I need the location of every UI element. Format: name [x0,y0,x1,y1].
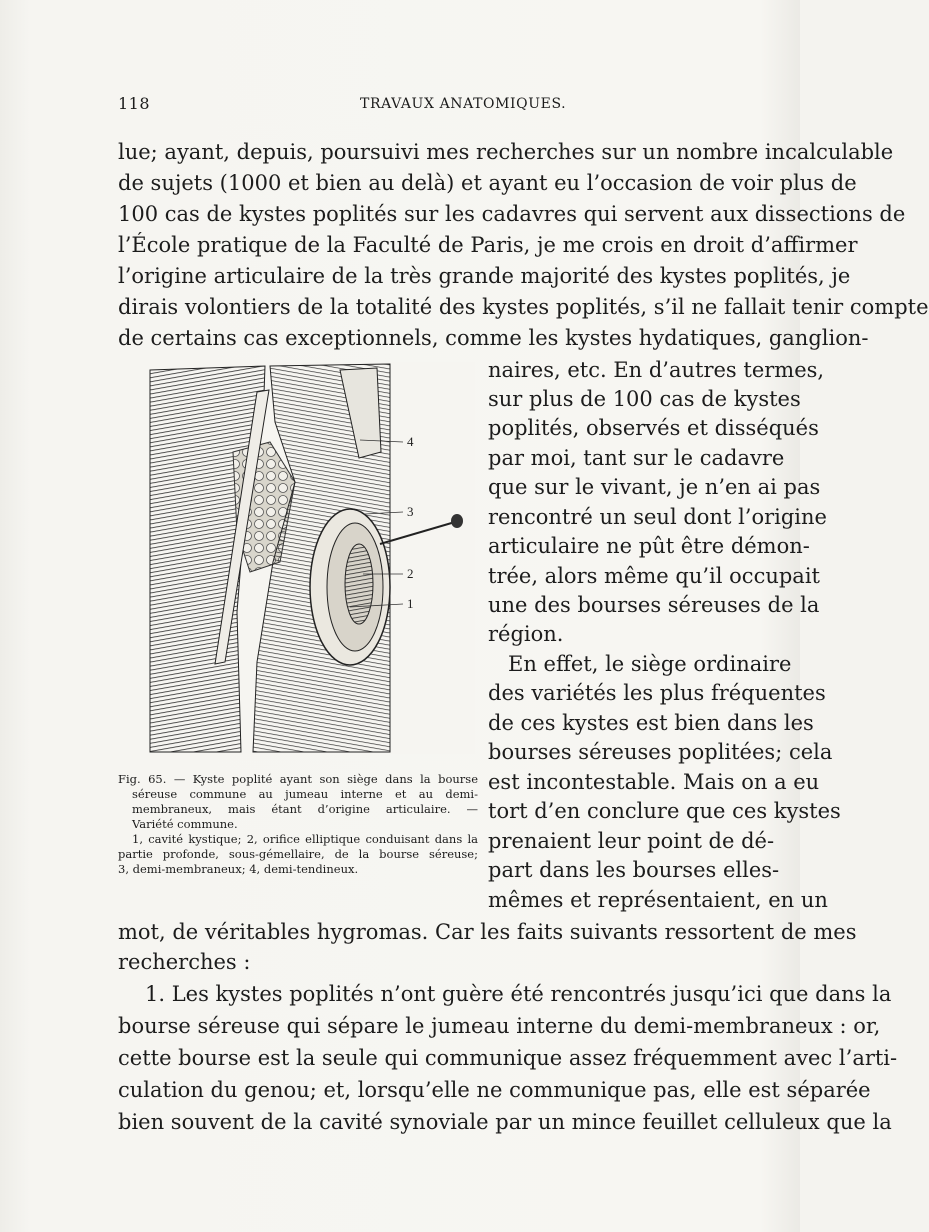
figure-label: 4 [407,434,414,449]
page-header [118,94,758,118]
body-line: de sujets (1000 et bien au delà) et ayant eu l’occasion de voir plus de [118,171,857,195]
anatomical-figure [145,362,475,754]
column-line: des variétés les plus fréquentes [488,681,826,705]
caption-line: membraneux, mais étant d’origine articulaire. — [132,802,478,816]
column-line: est incontestable. Mais on a eu [488,770,820,794]
body-line: bien souvent de la cavité synoviale par un mince feuillet celluleux que la [118,1110,892,1134]
body-line: l’École pratique de la Faculté de Paris, je me crois en droit d’affirmer [118,233,858,257]
column-line: naires, etc. En d’autres termes, [488,358,825,382]
column-line: tort d’en conclure que ces kystes [488,799,841,823]
page-number: 118 [118,94,151,113]
body-line: 100 cas de kystes poplités sur les cadavres qui servent aux dissections de [118,202,906,226]
caption-line: Fig. 65. — Kyste poplité ayant son siège dans la bourse [118,772,478,786]
column-line: bourses séreuses poplitées; cela [488,740,833,764]
figure-label: 3 [407,504,414,519]
column-line: rencontré un seul dont l’origine [488,505,827,529]
body-line: culation du genou; et, lorsqu’elle ne communique pas, elle est séparée [118,1078,871,1102]
body-line: cette bourse est la seule qui communique assez fréquemment avec l’arti- [118,1046,898,1070]
column-line: articulaire ne pût être démon- [488,534,810,558]
column-line: En effet, le siège ordinaire [508,652,792,676]
figure-caption [118,772,478,877]
caption-line: 1, cavité kystique; 2, orifice elliptique conduisant dans la [132,832,478,846]
column-line: prenaient leur point de dé- [488,829,775,853]
column-line: part dans les bourses elles- [488,858,780,882]
figure-engraving [145,362,475,754]
running-title: TRAVAUX ANATOMIQUES. [360,96,567,112]
column-line: sur plus de 100 cas de kystes [488,387,801,411]
body-line: de certains cas exceptionnels, comme les kystes hydatiques, ganglion- [118,326,869,350]
body-line: l’origine articulaire de la très grande majorité des kystes poplités, je [118,264,851,288]
column-line: région. [488,622,564,646]
caption-line: 3, demi-membraneux; 4, demi-tendineux. [118,862,359,876]
column-line: trée, alors même qu’il occupait [488,564,820,588]
column-line: par moi, tant sur le cadavre [488,446,785,470]
body-line: recherches : [118,950,251,974]
column-line: que sur le vivant, je n’en ai pas [488,475,821,499]
body-line: mot, de véritables hygromas. Car les faits suivants ressortent de mes [118,920,857,944]
figure-label: 1 [407,596,414,611]
figure-label: 2 [407,566,414,581]
column-line: une des bourses séreuses de la [488,593,820,617]
body-line: 1. Les kystes poplités n’ont guère été rencontrés jusqu’ici que dans la [145,982,892,1006]
caption-line: partie profonde, sous-gémellaire, de la bourse séreuse; [118,847,478,861]
body-line: bourse séreuse qui sépare le jumeau interne du demi-membraneux : or, [118,1014,881,1038]
body-line: dirais volontiers de la totalité des kystes poplités, s’il ne fallait tenir compte [118,295,929,319]
column-line: mêmes et représentaient, en un [488,888,828,912]
column-line: poplités, observés et disséqués [488,416,819,440]
column-line: de ces kystes est bien dans les [488,711,814,735]
caption-line: Variété commune. [132,817,238,831]
caption-line: séreuse commune au jumeau interne et au demi- [132,787,478,801]
body-line: lue; ayant, depuis, poursuivi mes recherches sur un nombre incalculable [118,140,894,164]
